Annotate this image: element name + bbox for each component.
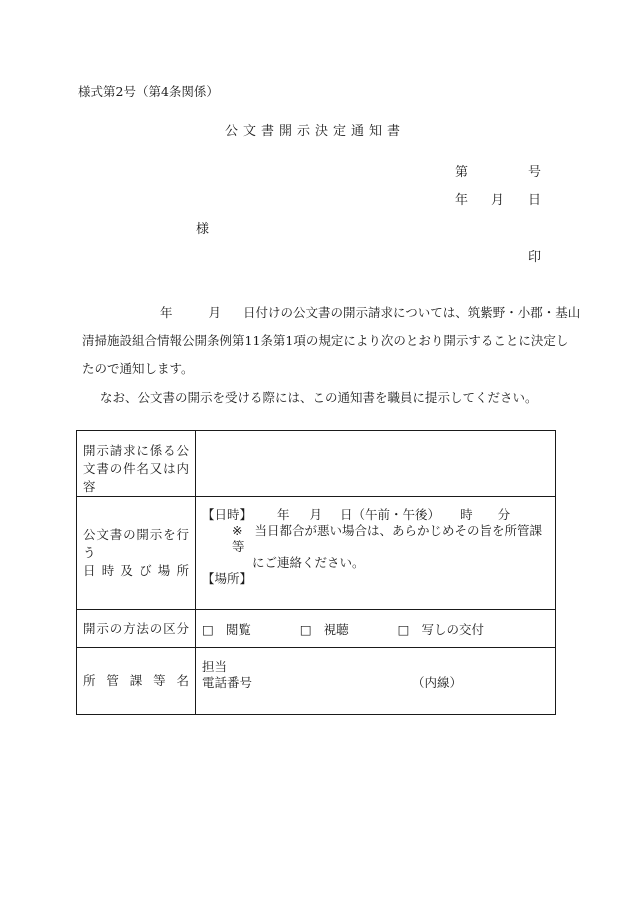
table-row-subject [77, 431, 556, 497]
number-go: 号 [528, 165, 542, 180]
datetime-label-line-2: 日時及び場所 [83, 563, 189, 578]
department-label-cell [77, 648, 196, 715]
method-label: 開示の方法の区分 [83, 620, 189, 636]
body-line-4 [82, 392, 538, 405]
datetime-label-cell [77, 497, 196, 610]
datetime-label-line-1: 公文書の開示を行う [83, 527, 189, 560]
datetime-value-cell[interactable] [196, 497, 556, 610]
date-day: 日 [528, 193, 542, 208]
option-shicho[interactable] [300, 622, 349, 637]
number-dai: 第 [455, 165, 469, 180]
datetime-label: 【日時】 [202, 507, 253, 522]
date-month: 月 [491, 193, 505, 208]
body-year: 年 [160, 305, 173, 320]
option-copy-label: 写しの交付 [421, 621, 484, 637]
method-options [196, 620, 555, 638]
table-row-department [77, 648, 556, 715]
notice-table [76, 430, 556, 715]
body-line-4-text: なお、公文書の開示を受ける際には、この通知書を職員に提示してください。 [100, 390, 538, 405]
note-mark: ※ [232, 523, 243, 538]
note-line-1 [202, 523, 549, 555]
extension-label: （内線） [412, 675, 463, 690]
form-number: 様式第2号（第4条関係） [78, 84, 219, 99]
date-year: 年 [455, 193, 469, 208]
body-line-3: たので通知します。 [82, 361, 194, 376]
checkbox-shicho[interactable]: □ [299, 621, 312, 637]
table-row-method [77, 610, 556, 648]
subject-value-cell[interactable] [196, 431, 556, 497]
subject-label-cell [77, 431, 196, 497]
datetime-line [202, 507, 549, 523]
body-line-1-text: 日付けの公文書の開示請求については、筑紫野・小郡・基山 [243, 305, 581, 320]
datetime-hour: 時 [460, 507, 473, 522]
option-shicho-label: 視聴 [323, 621, 349, 637]
body-line-2: 清掃施設組合情報公開条例第11条第1項の規定により次のとおり開示することに決定し [82, 333, 569, 348]
table-row-datetime-place [77, 497, 556, 610]
checkbox-copy[interactable]: □ [397, 621, 410, 637]
method-options-cell [196, 610, 556, 648]
phone-line [202, 675, 549, 691]
document-title: 公文書開示決定通知書 [224, 124, 405, 139]
subject-label: 開示請求に係る公文書の件名又は内容 [83, 443, 189, 494]
option-etsuran[interactable] [202, 622, 251, 637]
department-label: 所管課等名 [83, 673, 189, 688]
datetime-minute: 分 [497, 507, 511, 522]
body-month: 月 [208, 305, 222, 320]
method-label-cell [77, 610, 196, 648]
place-label: 【場所】 [202, 571, 253, 586]
datetime-month: 月 [309, 507, 323, 522]
tanto-label: 担当 [202, 659, 228, 674]
datetime-day: 日（午前・午後） [340, 507, 441, 522]
body-line-1 [82, 307, 580, 320]
checkbox-etsuran[interactable]: □ [202, 621, 214, 637]
datetime-year: 年 [277, 507, 290, 522]
option-copy[interactable] [398, 622, 484, 637]
phone-label: 電話番号 [202, 675, 253, 690]
note-text-1: 当日都合が悪い場合は、あらかじめその旨を所管課等 [232, 523, 542, 554]
recipient-honorific: 様 [196, 222, 210, 237]
note-line-2: にご連絡ください。 [252, 555, 365, 570]
option-etsuran-label: 閲覧 [225, 621, 251, 637]
seal-mark: 印 [528, 250, 542, 265]
department-value-cell[interactable] [196, 648, 556, 715]
